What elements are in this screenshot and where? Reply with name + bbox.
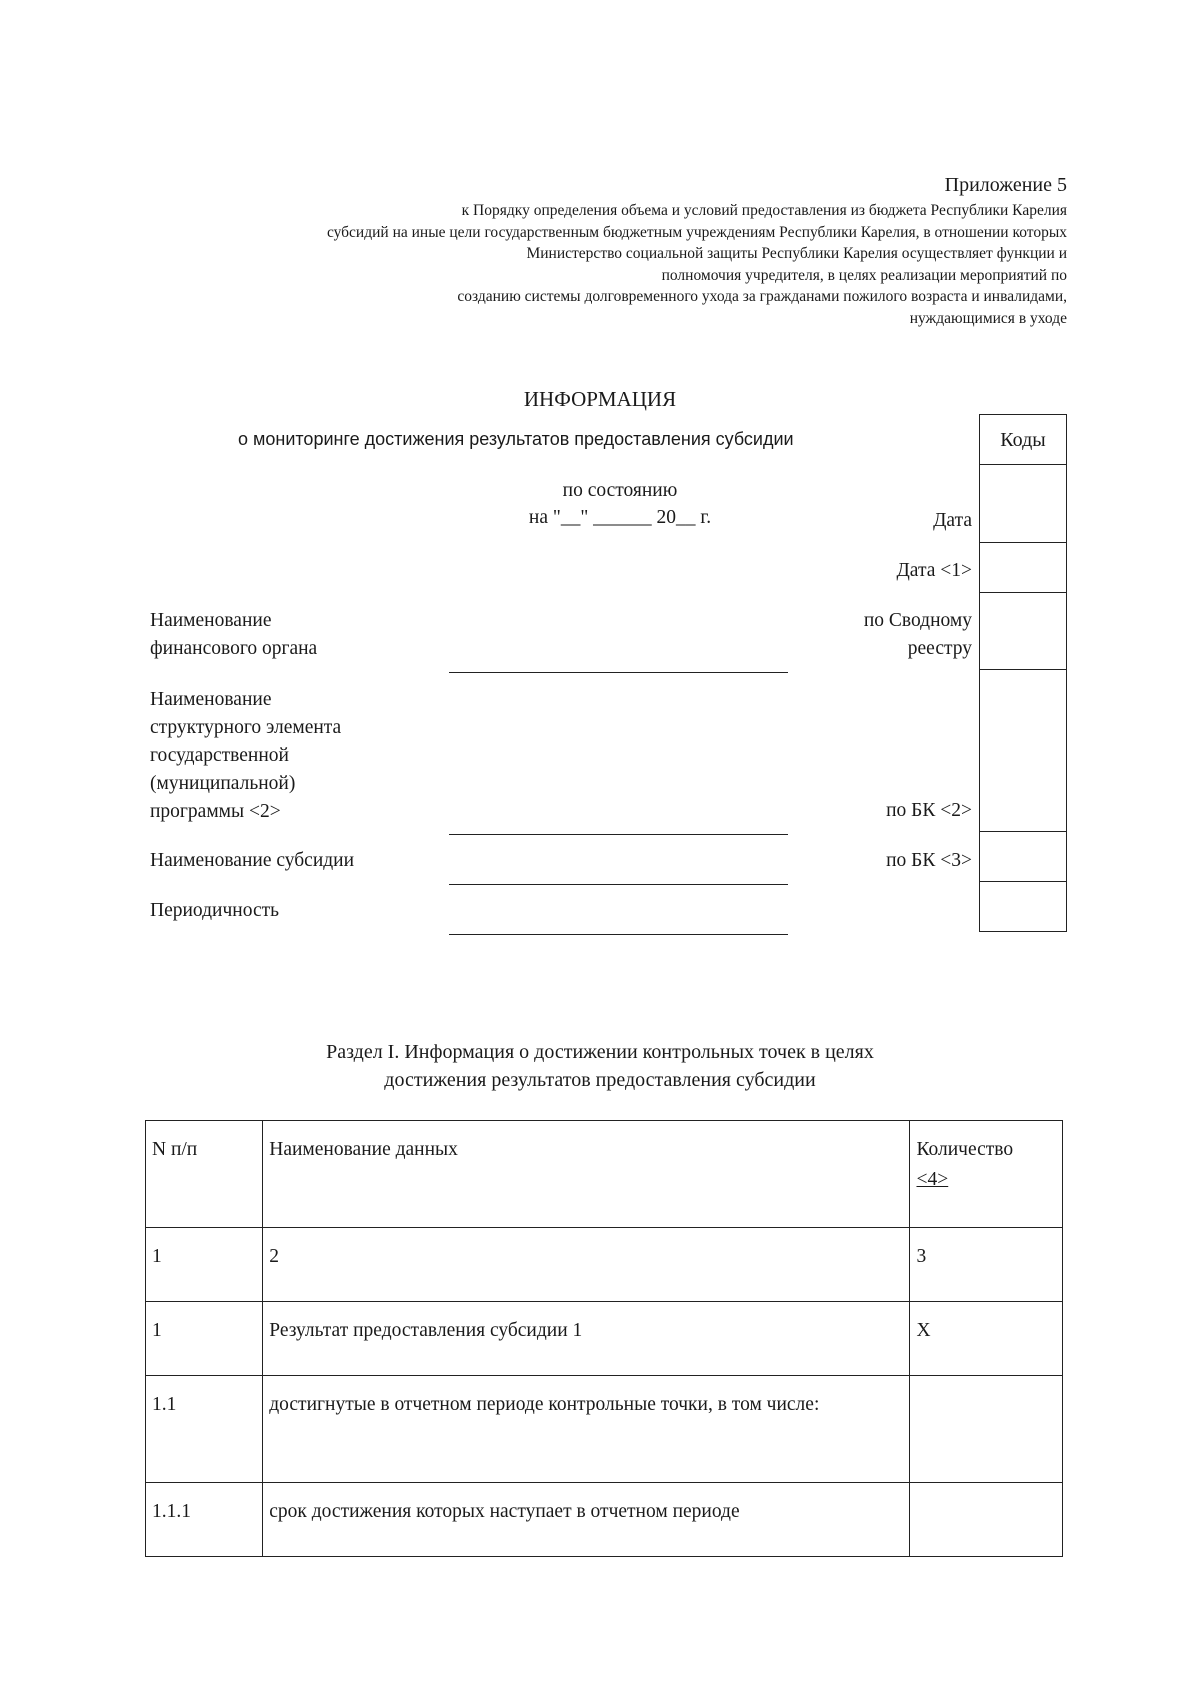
code-label-registry-line: реестру	[907, 638, 972, 659]
row-number: 1.1.1	[146, 1483, 263, 1557]
label-line: государственной	[150, 745, 289, 766]
structural-element-field[interactable]	[449, 834, 788, 835]
appendix-line: к Порядку определения объема и условий предоставления из бюджета Республики Карелия	[461, 202, 1067, 219]
header-quantity-label: Количество	[916, 1139, 1014, 1160]
code-cell-registry[interactable]	[980, 593, 1066, 670]
row-name: 2	[263, 1228, 910, 1302]
table-row	[146, 1483, 1063, 1557]
label-line: Наименование	[150, 610, 272, 631]
code-cell-date[interactable]	[980, 465, 1066, 543]
row-number: 1	[146, 1302, 263, 1376]
code-cell-bk-3[interactable]	[980, 832, 1066, 882]
label-line: Наименование	[150, 689, 272, 710]
table-row	[146, 1376, 1063, 1483]
appendix-header	[327, 172, 1067, 329]
label-line: (муниципальной)	[150, 773, 296, 794]
appendix-lines	[327, 200, 1067, 329]
label-financial-body	[150, 607, 317, 663]
appendix-line: нуждающимися в уходе	[909, 309, 1067, 327]
label-subsidy-name: Наименование субсидии	[150, 850, 355, 871]
code-label-registry-line: по Сводному	[863, 610, 972, 631]
code-cell-periodicity[interactable]	[980, 882, 1066, 932]
code-label-bk-2: по БК <2>	[886, 800, 972, 821]
financial-body-field[interactable]	[449, 672, 788, 673]
code-label-registry	[864, 607, 972, 663]
header-cell-name: Наименование данных	[263, 1121, 910, 1228]
code-cell-bk-2[interactable]	[980, 670, 1066, 832]
row-number: 1.1	[146, 1376, 263, 1483]
periodicity-field[interactable]	[449, 934, 788, 935]
control-points-table	[145, 1120, 1063, 1557]
subsidy-name-field[interactable]	[449, 884, 788, 885]
appendix-title: Приложение 5	[944, 174, 1067, 196]
as-of-date	[440, 477, 800, 531]
table-header-row	[146, 1121, 1063, 1228]
row-quantity[interactable]	[910, 1483, 1063, 1557]
row-name: Результат предоставления субсидии 1	[263, 1302, 910, 1376]
code-label-date: Дата	[933, 510, 972, 531]
row-quantity: 3	[910, 1228, 1063, 1302]
header-cell-number: N п/п	[146, 1121, 263, 1228]
as-of-date-line: на "__" ______ 20__ г.	[528, 507, 712, 528]
row-name: достигнутые в отчетном периоде контрольные точки, в том числе:	[263, 1376, 910, 1483]
row-quantity[interactable]	[910, 1376, 1063, 1483]
table-row	[146, 1302, 1063, 1376]
appendix-line: Министерство социальной защиты Республики Карелия осуществляет функции и	[526, 245, 1067, 262]
code-cell-date-1[interactable]	[980, 543, 1066, 593]
footnote-link-4[interactable]: <4>	[916, 1169, 949, 1190]
label-structural-element	[150, 686, 341, 826]
row-name: срок достижения которых наступает в отчетном периоде	[263, 1483, 910, 1557]
appendix-line: созданию системы долговременного ухода за гражданами пожилого возраста и инвалидами,	[457, 288, 1067, 305]
label-line: финансового органа	[150, 638, 318, 659]
appendix-line: субсидий на иные цели государственным бюджетным учреждениям Республики Карелия, в отношении которых	[326, 223, 1067, 241]
row-quantity: X	[910, 1302, 1063, 1376]
section-heading	[0, 1038, 1200, 1094]
row-number: 1	[146, 1228, 263, 1302]
code-label-date-1: Дата <1>	[896, 560, 972, 581]
code-label-bk-3: по БК <3>	[886, 850, 972, 871]
codes-header: Коды	[980, 415, 1066, 465]
table-row	[146, 1228, 1063, 1302]
section-heading-line: Раздел I. Информация о достижении контрольных точек в целях	[326, 1041, 874, 1063]
document-subtitle: о мониторинге достижения результатов предоставления субсидии	[238, 429, 794, 449]
codes-table	[979, 414, 1067, 932]
label-line: структурного элемента	[150, 717, 342, 738]
label-periodicity: Периодичность	[150, 900, 280, 921]
header-cell-quantity	[910, 1121, 1063, 1228]
document-title: ИНФОРМАЦИЯ	[523, 387, 677, 411]
section-heading-line: достижения результатов предоставления субсидии	[384, 1069, 816, 1091]
appendix-line: полномочия учредителя, в целях реализации мероприятий по	[661, 266, 1067, 284]
label-line: программы <2>	[150, 801, 281, 822]
as-of-line: по состоянию	[562, 480, 678, 501]
